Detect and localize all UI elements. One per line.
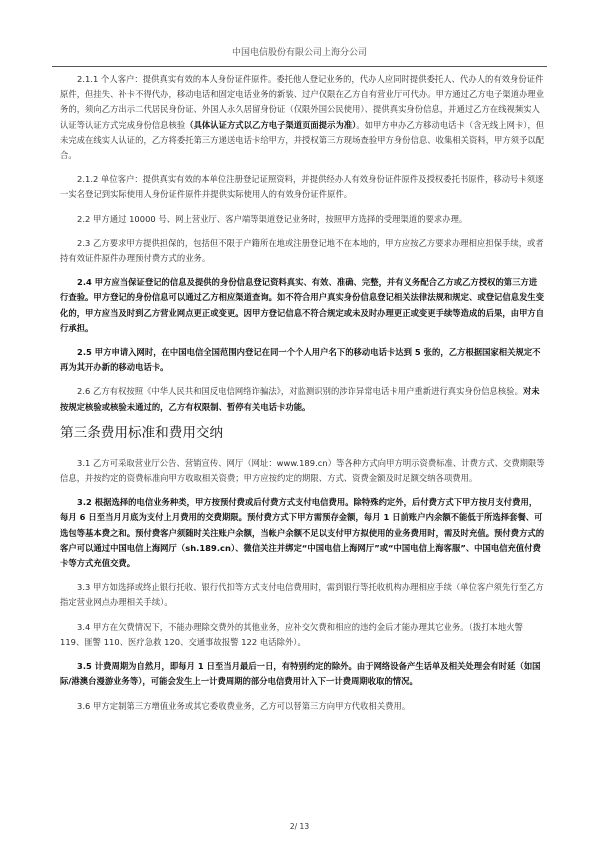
clause-3-3: 3.3 甲方如选择或终止银行托收、银行代扣等方式支付电信费用时，需到银行等托收机构办理相应手续（单位客户须先行至乙方指定营业网点办理相关手续）。: [60, 582, 544, 608]
section-title: 第三条费用标准和费用交纳: [60, 424, 224, 441]
clause-2-1-1: [60, 72, 545, 163]
clause-2-4: 2.4 甲方应当保证登记的信息及提供的身份信息登记资料真实、有效、准确、完整，并有义务配合乙方或乙方授权的第三方进行查验。甲方登记的身份信息可以通过乙方相应渠道查询。如不符合用户真实身份信息登记相关法律法规和规定、或登记信息发生变化的，甲方应当及时到乙方营业网点更正或变更。因甲方登记信息不符合规定或未及时办理更正或变更手续等造成的后果，由甲方自行承担。: [60, 277, 545, 333]
clause-2-1-1-text-b: （具体认证方式以乙方电子渠道页面提示为准）: [185, 119, 357, 130]
clause-2-3: 2.3 乙方要求甲方提供担保的，包括但不限于户籍所在地或注册登记地不在本地的，甲方应按乙方要求办理相应担保手续，或者持有效证件原件办理预付费方式的业务。: [60, 237, 544, 264]
clause-3-2: 3.2 根据选择的电信业务种类，甲方按预付费或后付费方式支付电信费用。除特殊约定外，后付费方式下甲方按月支付费用，每月 6 日至当月月底为支付上月费用的交费期限。预付费方式下甲方需预存金额，每月 1 日前账户内余额不能低于所选择套餐、可选包等基本费之和。预付费客户须随时关注账户余额，当帐户余额不足以支付甲方拟使用的业务费用时，需及时充值。预付费方式的客户可以通过中国电信上海网厅（sh.189.cn）、微信关注并绑定“中国电信上海网厅”或“中国电信上海客服”、中国电信充值付费卡等方式充值交费。: [60, 497, 545, 569]
clause-3-4: 3.4 甲方在欠费情况下，不能办理除交费外的其他业务，应补交欠费和相应的违约金后才能办理其它业务。（拨打本地火警 119、匪警 110、医疗急救 120、交通事故报警 122 电话除外）。: [60, 621, 523, 647]
clause-2-6-text-a: 2.6 乙方有权按照《中华人民共和国反电信网络诈骗法》，对监测识别的涉诈异常电话卡用户重新进行真实身份信息核验。: [77, 386, 523, 397]
clause-2-1-1-text-a: 2.1.1 个人客户：提供真实有效的本人身份证件原件。委托他人登记业务的，代办人应同时提供委托人、代办人的有效身份证件原件，但挂失、补卡不得代办，移动电话和固定电话业务的新装、过户仅限在乙方自有营业厅可代办。甲方通过乙方电子渠道办理业务的，须向乙方出示二代居民身份证、外国人永久居留身份证（仅限外国公民使用）、提供真实身份信息，并通过乙方在线视频实人认证等认证方式完成身份信息核验: [60, 74, 545, 130]
page-number: 2/ 13: [289, 822, 310, 831]
company-name: 中国电信股份有限公司上海分公司: [231, 48, 367, 58]
document-body: [60, 72, 545, 723]
clause-2-1-1-text-c: 。如甲方申办乙方移动电话卡（含无线上网卡），但未完成在线实人认证的，乙方将委托第三方递送电话卡给甲方，并授权第三方现场查验甲方身份信息、收集相关资料，甲方须予以配合。: [60, 119, 545, 161]
clause-2-5: 2.5 甲方申请入网时，在中国电信全国范围内登记在同一个个人用户名下的移动电话卡达到 5 张的，乙方根据国家相关规定不再为其开办新的移动电话卡。: [60, 347, 541, 373]
clause-3-1: 3.1 乙方可采取营业厅公告、营销宣传、网厅（网址：www.189.cn）等各种方式向甲方明示资费标准、计费方式、交费期限等信息，并按约定的资费标准向甲方收取相关资费；甲方应按约定的期限、方式、资费金额及时足额交纳各项费用。: [60, 457, 545, 484]
clause-2-6-text-b: 对未按规定核验或核验未通过的，乙方有权限制、暂停有关电话卡功能。: [60, 386, 540, 412]
clause-3-6: 3.6 甲方定制第三方增值业务或其它委收费业务，乙方可以替第三方向甲方代收相关费用。: [77, 700, 411, 711]
page-header: [52, 46, 547, 67]
clause-2-1-2: 2.1.2 单位客户：提供真实有效的本单位注册登记证照资料，并提供经办人有效身份证件原件及授权委托书原件，移动号卡须逐一实名登记到实际使用人身份证件原件并提供实际使用人的有效身份证件原件。: [60, 174, 544, 200]
clause-3-5: 3.5 计费周期为自然月，即每月 1 日至当月最后一日，有特别约定的除外。由于网络设备产生话单及相关处理会有时延（如国际/港澳台漫游业务等），可能会发生上一计费周期的部分电信费用计入下一计费周期收取的情况。: [60, 661, 541, 687]
clause-2-6: [60, 384, 545, 414]
clause-2-2: 2.2 甲方通过 10000 号、网上营业厅、客户端等渠道登记业务时，按照甲方选择的受理渠道的要求办理。: [77, 213, 468, 224]
